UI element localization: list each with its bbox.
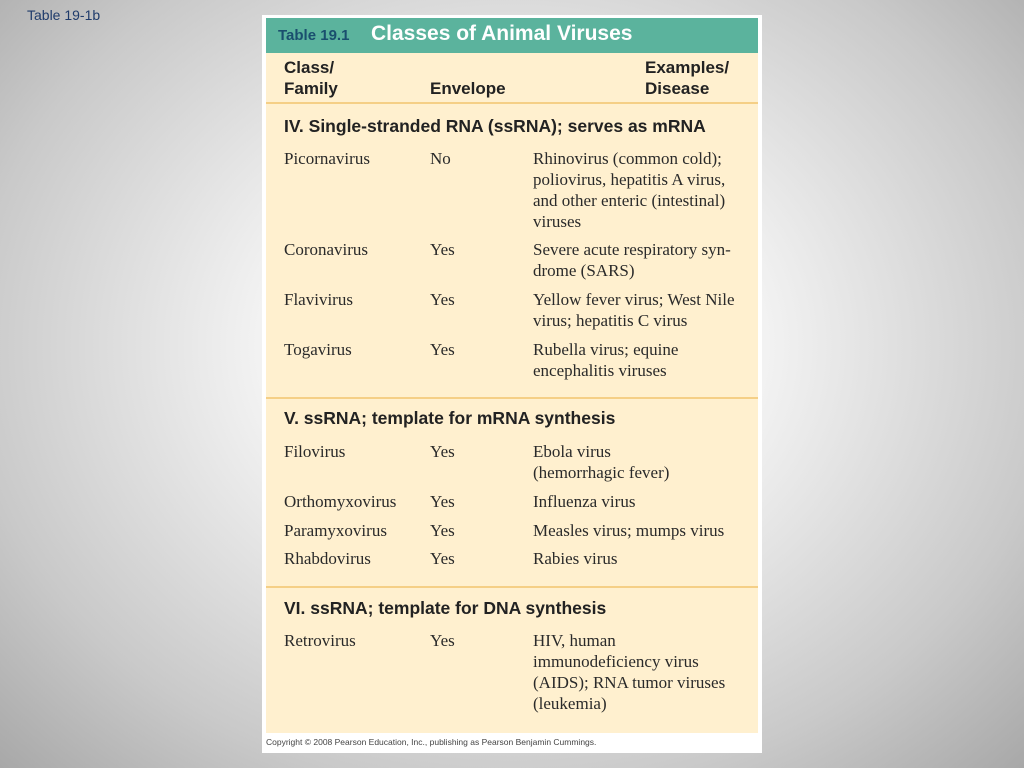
cell-examples: Rubella virus; equine encephalitis viruses [533, 340, 679, 380]
table-body [266, 53, 758, 733]
divider [266, 102, 758, 104]
cell-examples: Ebola virus (hemorrhagic fever) [533, 442, 670, 482]
cell-family: Rhabdovirus [284, 549, 371, 568]
cell-envelope: Yes [430, 340, 455, 359]
cell-envelope: Yes [430, 631, 455, 650]
cell-envelope: Yes [430, 290, 455, 309]
table-title: Classes of Animal Viruses [371, 22, 633, 45]
cell-family: Flavivirus [284, 290, 353, 309]
copyright: Copyright © 2008 Pearson Education, Inc., publishing as Pearson Benjamin Cummings. [266, 737, 597, 747]
cell-envelope: Yes [430, 521, 455, 540]
cell-examples: Yellow fever virus; West Nile virus; hepatitis C virus [533, 290, 735, 330]
cell-family: Paramyxovirus [284, 521, 387, 540]
table-image [262, 15, 762, 753]
cell-examples: Rabies virus [533, 549, 618, 568]
cell-family: Orthomyxovirus [284, 492, 397, 511]
header-envelope: Envelope [430, 79, 506, 98]
cell-envelope: Yes [430, 442, 455, 461]
cell-examples: HIV, human immunodeficiency virus (AIDS); RNA tumor viruses (leukemia) [533, 631, 726, 713]
cell-family: Retrovirus [284, 631, 356, 650]
section-title: IV. Single-stranded RNA (ssRNA); serves as mRNA [284, 116, 706, 136]
slide-title: Table 19-1b [27, 7, 101, 23]
cell-family: Coronavirus [284, 240, 369, 259]
cell-envelope: No [430, 149, 451, 168]
cell-examples: Rhinovirus (common cold); poliovirus, hepatitis A virus, and other enteric (intestinal) viruses [533, 149, 726, 231]
cell-examples: Severe acute respiratory syn- drome (SARS) [533, 240, 731, 280]
table-title-bar [266, 18, 758, 53]
header-examples: Examples/ Disease [645, 58, 730, 98]
cell-family: Togavirus [284, 340, 352, 359]
section-title: VI. ssRNA; template for DNA synthesis [284, 598, 607, 618]
table-number: Table 19.1 [278, 27, 350, 44]
cell-family: Filovirus [284, 442, 346, 461]
cell-family: Picornavirus [284, 149, 370, 168]
cell-envelope: Yes [430, 549, 455, 568]
cell-envelope: Yes [430, 492, 455, 511]
header-class: Class/ Family [284, 58, 338, 98]
cell-envelope: Yes [430, 240, 455, 259]
section-title: V. ssRNA; template for mRNA synthesis [284, 408, 616, 428]
cell-examples: Measles virus; mumps virus [533, 521, 725, 540]
divider [266, 586, 758, 588]
divider [266, 397, 758, 399]
cell-examples: Influenza virus [533, 492, 636, 511]
